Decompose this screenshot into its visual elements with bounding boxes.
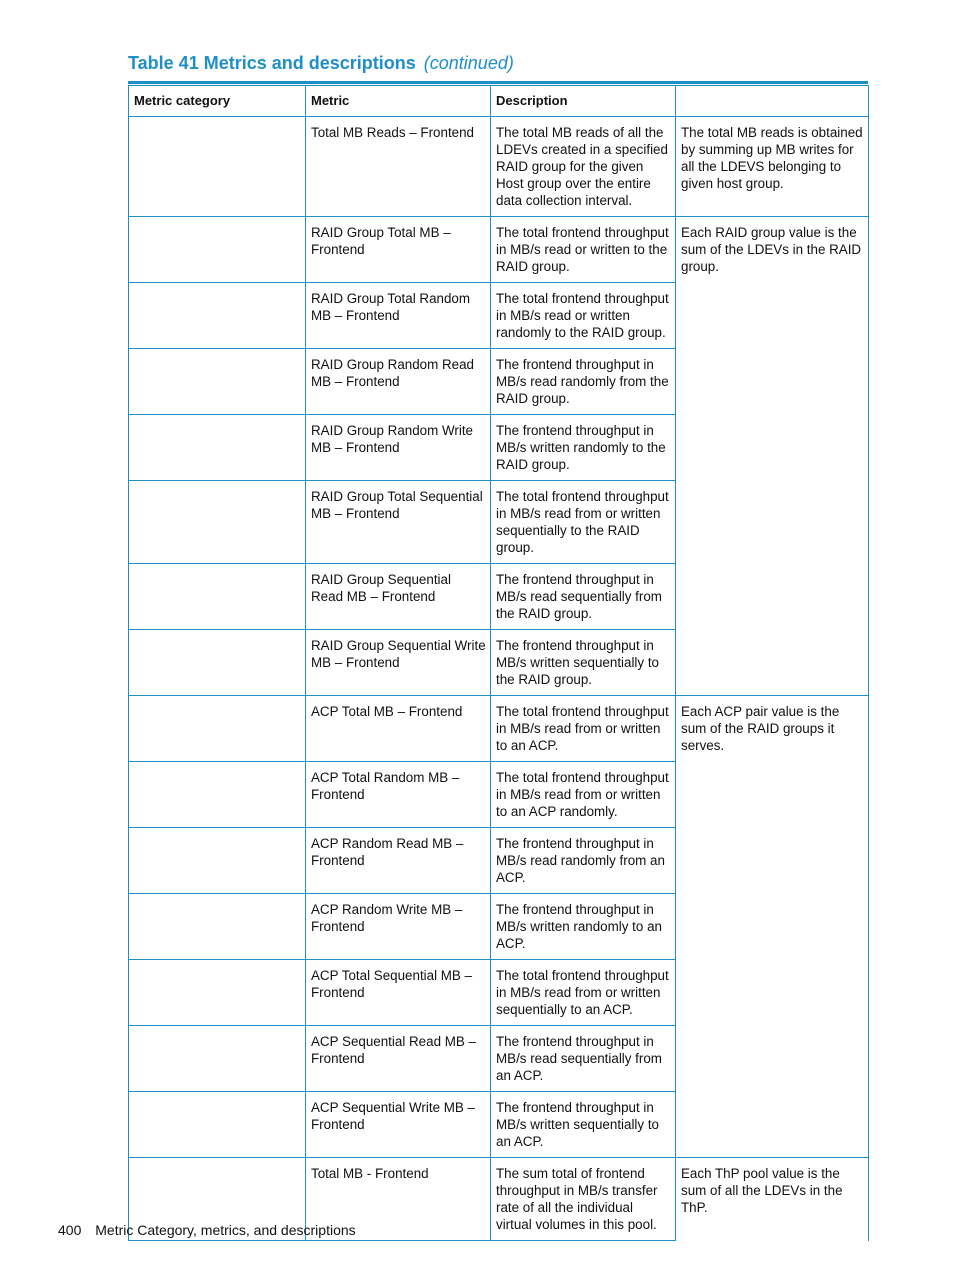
metric-category-cell [129,283,306,349]
metric-category-cell [129,894,306,960]
description-cell: The frontend throughput in MB/s written randomly to the RAID group. [491,415,676,481]
metric-cell: RAID Group Total Random MB – Frontend [306,283,491,349]
metric-cell: ACP Total Sequential MB – Frontend [306,960,491,1026]
table-caption [128,53,514,74]
metric-category-cell [129,564,306,630]
metric-cell: Total MB - Frontend [306,1158,491,1241]
table-row [129,696,869,762]
metric-category-cell [129,1026,306,1092]
table-row [129,217,869,283]
metric-cell: ACP Total MB – Frontend [306,696,491,762]
description-cell: The total frontend throughput in MB/s read or written to the RAID group. [491,217,676,283]
description-cell: The total MB reads of all the LDEVs created in a specified RAID group for the given Host group over the entire data collection interval. [491,117,676,217]
metric-cell: ACP Sequential Write MB – Frontend [306,1092,491,1158]
metric-category-cell [129,762,306,828]
metric-category-cell [129,117,306,217]
header-metric: Metric [306,86,491,117]
description-cell: The total frontend throughput in MB/s read from or written sequentially to an ACP. [491,960,676,1026]
footer-section-title: Metric Category, metrics, and descriptions [95,1222,356,1238]
continued-label: (continued) [423,53,514,73]
description-cell: The total frontend throughput in MB/s read from or written to an ACP. [491,696,676,762]
metric-cell: RAID Group Random Write MB – Frontend [306,415,491,481]
description-cell: The sum total of frontend throughput in MB/s transfer rate of all the individual virtual volumes in this pool. [491,1158,676,1241]
description-cell: The frontend throughput in MB/s written randomly to an ACP. [491,894,676,960]
metric-cell: RAID Group Total MB – Frontend [306,217,491,283]
metric-category-cell [129,217,306,283]
metric-cell: RAID Group Random Read MB – Frontend [306,349,491,415]
metric-cell: RAID Group Sequential Read MB – Frontend [306,564,491,630]
metric-cell: ACP Random Read MB – Frontend [306,828,491,894]
table-title: Table 41 Metrics and descriptions [128,53,416,73]
caption-rule [128,81,868,84]
notes-cell: Each ACP pair value is the sum of the RAID groups it serves. [676,696,869,1158]
page-footer [58,1222,356,1238]
metric-category-cell [129,481,306,564]
header-description: Description [491,86,676,117]
table-row [129,117,869,217]
header-row [129,86,869,117]
description-cell: The frontend throughput in MB/s read sequentially from an ACP. [491,1026,676,1092]
metric-cell: ACP Random Write MB – Frontend [306,894,491,960]
metric-cell: Total MB Reads – Frontend [306,117,491,217]
description-cell: The frontend throughput in MB/s read randomly from an ACP. [491,828,676,894]
metric-category-cell [129,828,306,894]
description-cell: The frontend throughput in MB/s read randomly from the RAID group. [491,349,676,415]
metric-cell: ACP Total Random MB – Frontend [306,762,491,828]
notes-cell: Each RAID group value is the sum of the LDEVs in the RAID group. [676,217,869,696]
metric-category-cell [129,696,306,762]
metric-category-cell [129,960,306,1026]
description-cell: The total frontend throughput in MB/s read or written randomly to the RAID group. [491,283,676,349]
metric-cell: RAID Group Sequential Write MB – Frontend [306,630,491,696]
description-cell: The frontend throughput in MB/s written sequentially to an ACP. [491,1092,676,1158]
notes-cell: Each ThP pool value is the sum of all the LDEVs in the ThP. [676,1158,869,1241]
description-cell: The frontend throughput in MB/s read sequentially from the RAID group. [491,564,676,630]
metric-cell: ACP Sequential Read MB – Frontend [306,1026,491,1092]
metric-category-cell [129,630,306,696]
header-metric-category: Metric category [129,86,306,117]
description-cell: The total frontend throughput in MB/s read from or written to an ACP randomly. [491,762,676,828]
description-cell: The frontend throughput in MB/s written sequentially to the RAID group. [491,630,676,696]
metric-category-cell [129,415,306,481]
metric-cell: RAID Group Total Sequential MB – Frontend [306,481,491,564]
description-cell: The total frontend throughput in MB/s read from or written sequentially to the RAID group. [491,481,676,564]
metric-category-cell [129,349,306,415]
metric-category-cell [129,1092,306,1158]
metrics-table [128,85,869,1241]
header-notes [676,86,869,117]
notes-cell: The total MB reads is obtained by summing up MB writes for all the LDEVS belonging to given host group. [676,117,869,217]
page-number: 400 [58,1222,82,1238]
